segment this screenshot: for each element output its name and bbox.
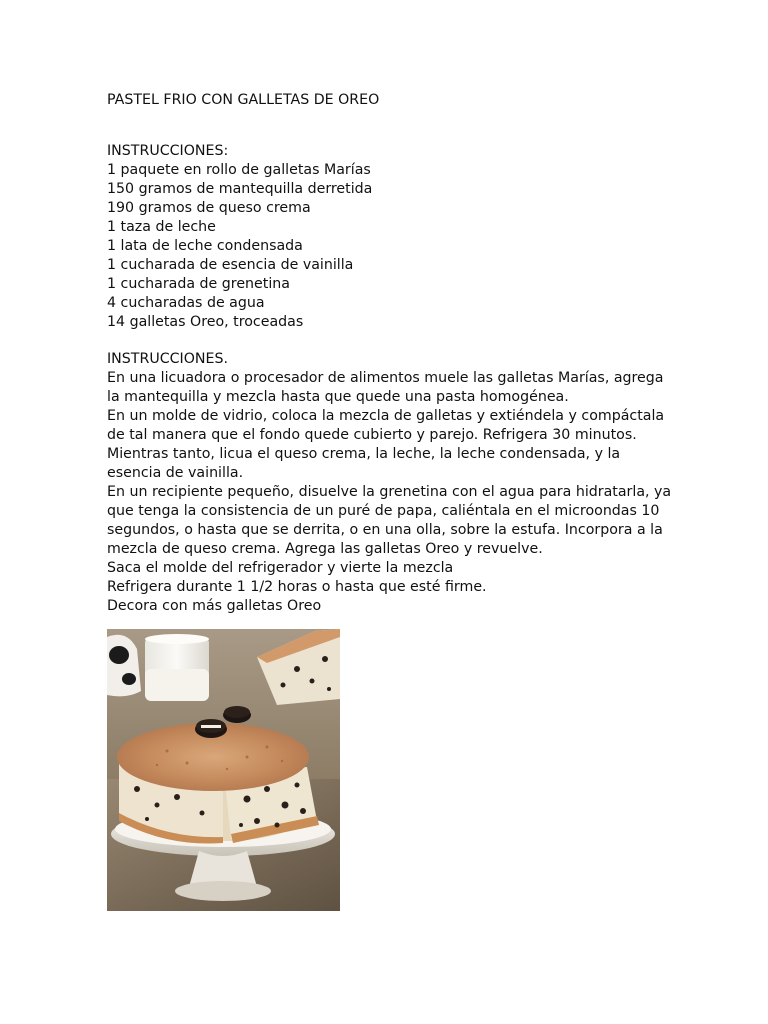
instruction-line: En un recipiente pequeño, disuelve la grenetina con el agua para hidratarla, ya: [107, 484, 672, 500]
instruction-line: mezcla de queso crema. Agrega las galletas Oreo y revuelve.: [107, 541, 543, 557]
instructions-heading: INSTRUCCIONES.: [107, 351, 228, 367]
instruction-line: En un molde de vidrio, coloca la mezcla de galletas y extiéndela y compáctala: [107, 408, 665, 424]
ingredient-item: 1 lata de leche condensada: [107, 238, 303, 254]
ingredient-item: 190 gramos de queso crema: [107, 200, 311, 216]
instruction-line: la mantequilla y mezcla hasta que quede una pasta homogénea.: [107, 389, 569, 405]
ingredient-item: 1 taza de leche: [107, 219, 216, 235]
instruction-line: Mientras tanto, licua el queso crema, la leche, la leche condensada, y la: [107, 446, 621, 462]
instruction-line: Decora con más galletas Oreo: [107, 598, 322, 614]
instruction-line: de tal manera que el fondo quede cubierto y parejo. Refrigera 30 minutos.: [107, 427, 637, 443]
instruction-line: que tenga la consistencia de un puré de papa, caliéntala en el microondas 10: [107, 503, 660, 519]
ingredient-item: 14 galletas Oreo, troceadas: [107, 314, 304, 330]
instruction-line: segundos, o hasta que se derrita, o en una olla, sobre la estufa. Incorpora a la: [107, 522, 663, 538]
ingredient-item: 1 paquete en rollo de galletas Marías: [107, 162, 371, 178]
ingredients-heading: INSTRUCCIONES:: [107, 143, 229, 159]
recipe-title: PASTEL FRIO CON GALLETAS DE OREO: [107, 92, 380, 108]
ingredients-section: [107, 142, 667, 332]
cake-photo: [107, 629, 340, 911]
ingredient-item: 1 cucharada de esencia de vainilla: [107, 257, 354, 273]
instruction-line: Saca el molde del refrigerador y vierte la mezcla: [107, 560, 454, 576]
ingredient-item: 1 cucharada de grenetina: [107, 276, 290, 292]
instructions-section: [107, 350, 672, 616]
ingredient-item: 150 gramos de mantequilla derretida: [107, 181, 373, 197]
instruction-line: Refrigera durante 1 1/2 horas o hasta que esté firme.: [107, 579, 487, 595]
instruction-line: En una licuadora o procesador de alimentos muele las galletas Marías, agrega: [107, 370, 664, 386]
ingredient-item: 4 cucharadas de agua: [107, 295, 265, 311]
instruction-line: esencia de vainilla.: [107, 465, 244, 481]
